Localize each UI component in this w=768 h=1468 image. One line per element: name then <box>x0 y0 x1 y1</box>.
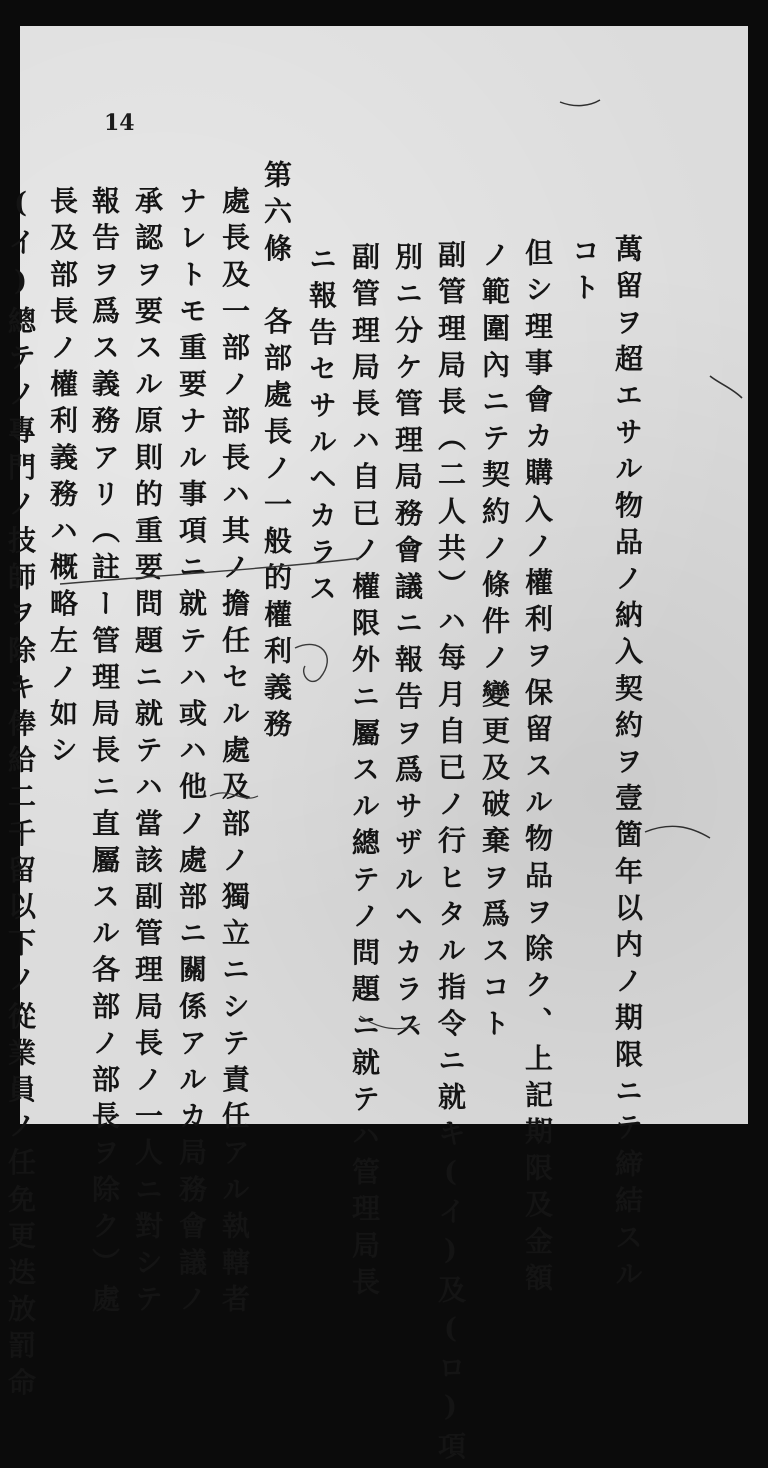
document-page <box>4 26 748 1468</box>
page-number: 14 <box>104 110 135 136</box>
text-column-2: コト <box>568 236 601 310</box>
text-column-11: ナレトモ重要ナル事項ニ就テハ或ハ他ノ處部ニ關係アルカ局務會議ノ <box>175 186 208 1321</box>
text-column-1: 萬留ヲ超エサル物品ノ納入契約ヲ壹箇年以内ノ期限ニテ締結スル <box>611 234 644 1296</box>
text-column-5: 副管理局長（二人共）ハ每月自已ノ行ヒタル指令ニ就キ(イ)及(ロ)項 <box>434 240 467 1468</box>
text-column-6: 別ニ分ケ管理局務會議ニ報告ヲ爲サザルヘカラス <box>391 242 424 1048</box>
text-column-13: 報告ヲ爲ス義務アリ（註ー管理局長ニ直屬スル各部ノ部長ヲ除ク）處 <box>88 186 121 1321</box>
text-column-7: 副管理局長ハ自已ノ權限外ニ屬スル總テノ問題ニ就テハ管理局長 <box>348 242 381 1304</box>
text-column-10: 處長及一部ノ部長ハ其ノ擔任セル處及部ノ獨立ニシテ責任アル執轄者 <box>218 186 251 1321</box>
text-column-4: ノ範圍內ニテ契約ノ條件ノ變更及破棄ヲ爲スコト <box>478 240 511 1046</box>
text-column-8: ニ報告セサルヘカラス <box>305 244 338 610</box>
text-column-12: 承認ヲ要スル原則的重要問題ニ就テハ當該副管理局長ノ一人ニ對シテ <box>131 186 164 1321</box>
article-heading: 第六條 各部處長ノ一般的權利義務 <box>260 160 293 746</box>
text-column-14: 長及部長ノ權利義務ハ概略左ノ如シ <box>46 186 79 772</box>
text-column-15: (イ)總テノ專門ノ技師ヲ除キ俸給二千留以下ノ從業員ノ任免更迭放罰命 <box>4 186 37 1404</box>
text-column-3: 但シ理事會カ購入ノ權利ヲ保留スル物品ヲ除ク、上記期限及金額 <box>521 238 554 1300</box>
